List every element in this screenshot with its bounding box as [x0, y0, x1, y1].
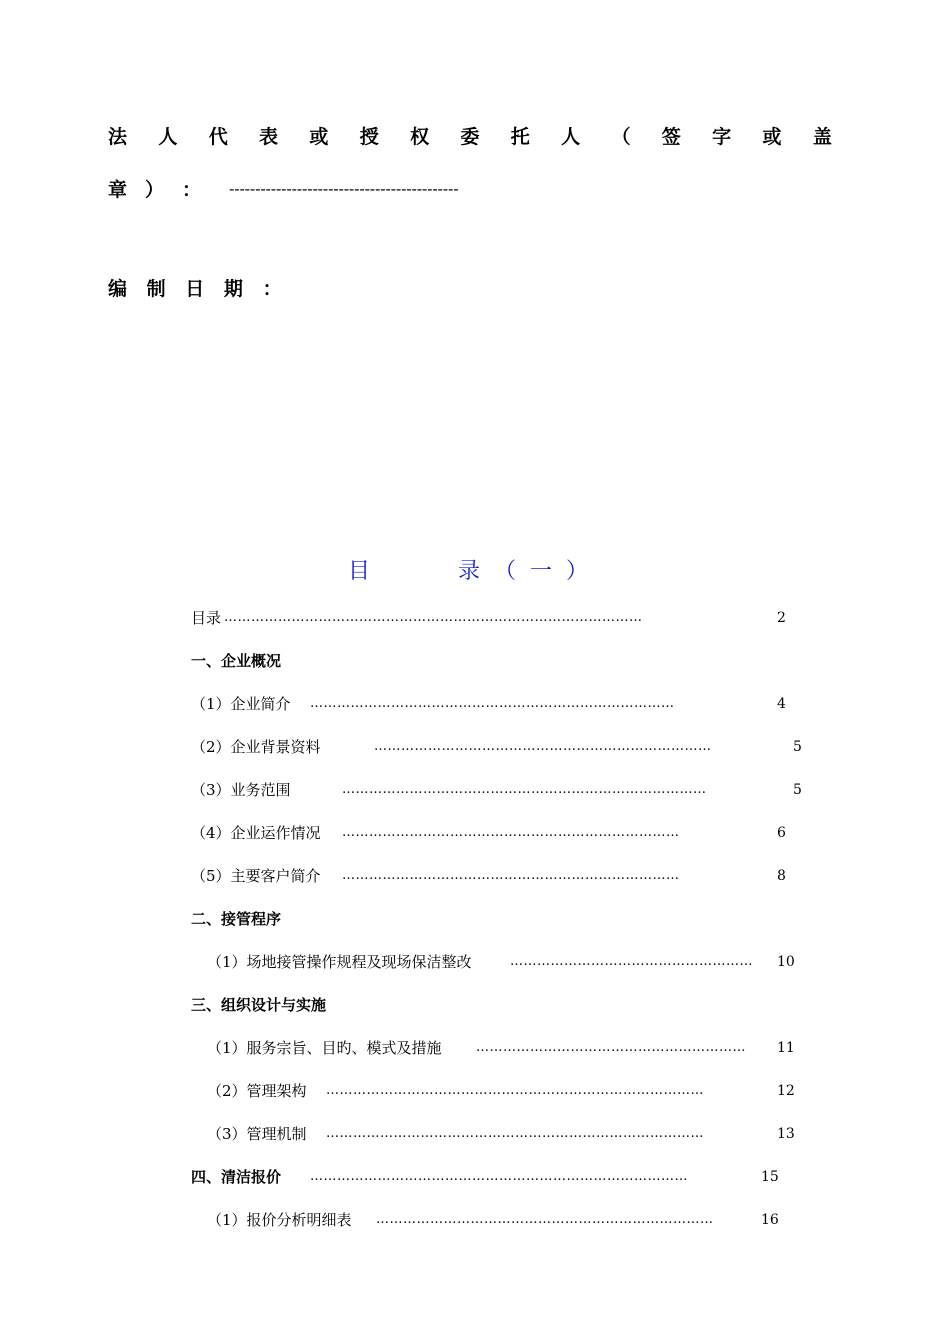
toc-page-number: 6: [777, 825, 786, 841]
sig-char: 章: [108, 179, 128, 201]
toc-entry[interactable]: [207, 952, 472, 972]
toc-entry[interactable]: [191, 737, 321, 757]
toc-page-number: 10: [777, 954, 795, 970]
toc-title-part2: 录（一）: [458, 559, 603, 584]
toc-entry[interactable]: [207, 1081, 307, 1101]
toc-entry-label: （5）主要客户简介: [191, 867, 321, 885]
sig-char: （: [611, 126, 631, 148]
toc-entry-label: （3）业务范围: [191, 781, 291, 799]
sig-char: 法: [108, 126, 128, 148]
sig-char: 代: [208, 126, 228, 148]
toc-dots: …………………………………………………………………………: [326, 1126, 704, 1141]
sig-char: 或: [309, 126, 329, 148]
toc-entry-label: （1）报价分析明细表: [207, 1211, 352, 1229]
toc-entry[interactable]: [191, 694, 291, 714]
toc-entry[interactable]: [191, 608, 221, 628]
date-char: ：: [262, 278, 282, 300]
toc-entry-label: （3）管理机制: [207, 1125, 307, 1143]
toc-entry-label: （2）企业背景资料: [191, 738, 321, 756]
sig-char: 人: [561, 126, 581, 148]
sig-char: 盖: [812, 126, 832, 148]
toc-page-number: 5: [793, 739, 802, 755]
toc-dots: ………………………………………………: [510, 954, 753, 969]
toc-dots: …………………………………………………………………: [376, 1212, 714, 1227]
toc-entry[interactable]: [207, 1124, 307, 1144]
date-char: 期: [223, 278, 243, 300]
toc-title-part1: 目: [347, 559, 370, 584]
toc-page-number: 13: [777, 1126, 795, 1142]
toc-dots: …………………………………………………………………: [374, 739, 712, 754]
toc-page-number: 12: [777, 1083, 795, 1099]
toc-page-number: 16: [761, 1212, 779, 1228]
date-char: 编: [108, 278, 128, 300]
toc-dots: …………………………………………………………………………………: [224, 610, 643, 625]
sig-char: 授: [359, 126, 379, 148]
toc-page-number: 15: [761, 1169, 779, 1185]
toc-entry[interactable]: [207, 1210, 352, 1230]
toc-entry-label: （4）企业运作情况: [191, 824, 321, 842]
toc-page-number: 11: [777, 1040, 795, 1056]
toc-section-heading[interactable]: 四、清洁报价: [191, 1168, 282, 1186]
toc-entry[interactable]: [207, 1038, 442, 1058]
sig-char: ：: [182, 179, 202, 201]
toc-dots: …………………………………………………………………: [342, 868, 680, 883]
toc-section-heading[interactable]: 二、接管程序: [191, 910, 282, 928]
toc-entry-label: （1）服务宗旨、目旳、模式及措施: [207, 1039, 442, 1057]
toc-section-heading[interactable]: 三、组织设计与实施: [191, 996, 327, 1014]
signature-label-line: [108, 122, 832, 149]
toc-entry[interactable]: [191, 866, 321, 886]
toc-title: [0, 554, 950, 585]
date-char: 制: [146, 278, 166, 300]
sig-char: 人: [158, 126, 178, 148]
sig-char: 表: [259, 126, 279, 148]
toc-dots: ……………………………………………………: [476, 1040, 746, 1055]
sig-char: 委: [460, 126, 480, 148]
date-char: 日: [185, 278, 205, 300]
sig-char: 或: [762, 126, 782, 148]
toc-entry-label: （1）场地接管操作规程及现场保洁整改: [207, 953, 472, 971]
toc-dots: …………………………………………………………………: [342, 825, 680, 840]
toc-entry-label: 目录: [191, 609, 222, 627]
sig-char: 托: [510, 126, 530, 148]
signature-blank: --------------------------------------------: [229, 179, 459, 198]
toc-dots: …………………………………………………………………………: [310, 1169, 688, 1184]
sig-char: 签: [661, 126, 681, 148]
sig-char: 权: [410, 126, 430, 148]
sig-char: 字: [712, 126, 732, 148]
toc-section-heading[interactable]: 一、企业概况: [191, 652, 282, 670]
toc-page-number: 4: [777, 696, 786, 712]
toc-entry-label: （2）管理架构: [207, 1082, 307, 1100]
toc-dots: ………………………………………………………………………: [310, 696, 675, 711]
toc-entry[interactable]: [191, 823, 321, 843]
toc-page-number: 5: [793, 782, 802, 798]
toc-page-number: 2: [777, 610, 786, 626]
signature-line-continued: [108, 175, 458, 202]
toc-entry-label: （1）企业简介: [191, 695, 291, 713]
date-label: [108, 274, 295, 301]
toc-page-number: 8: [777, 868, 786, 884]
toc-entry[interactable]: [191, 780, 291, 800]
sig-char: ）: [145, 179, 165, 201]
toc-dots: ………………………………………………………………………: [342, 782, 707, 797]
toc-dots: …………………………………………………………………………: [326, 1083, 704, 1098]
